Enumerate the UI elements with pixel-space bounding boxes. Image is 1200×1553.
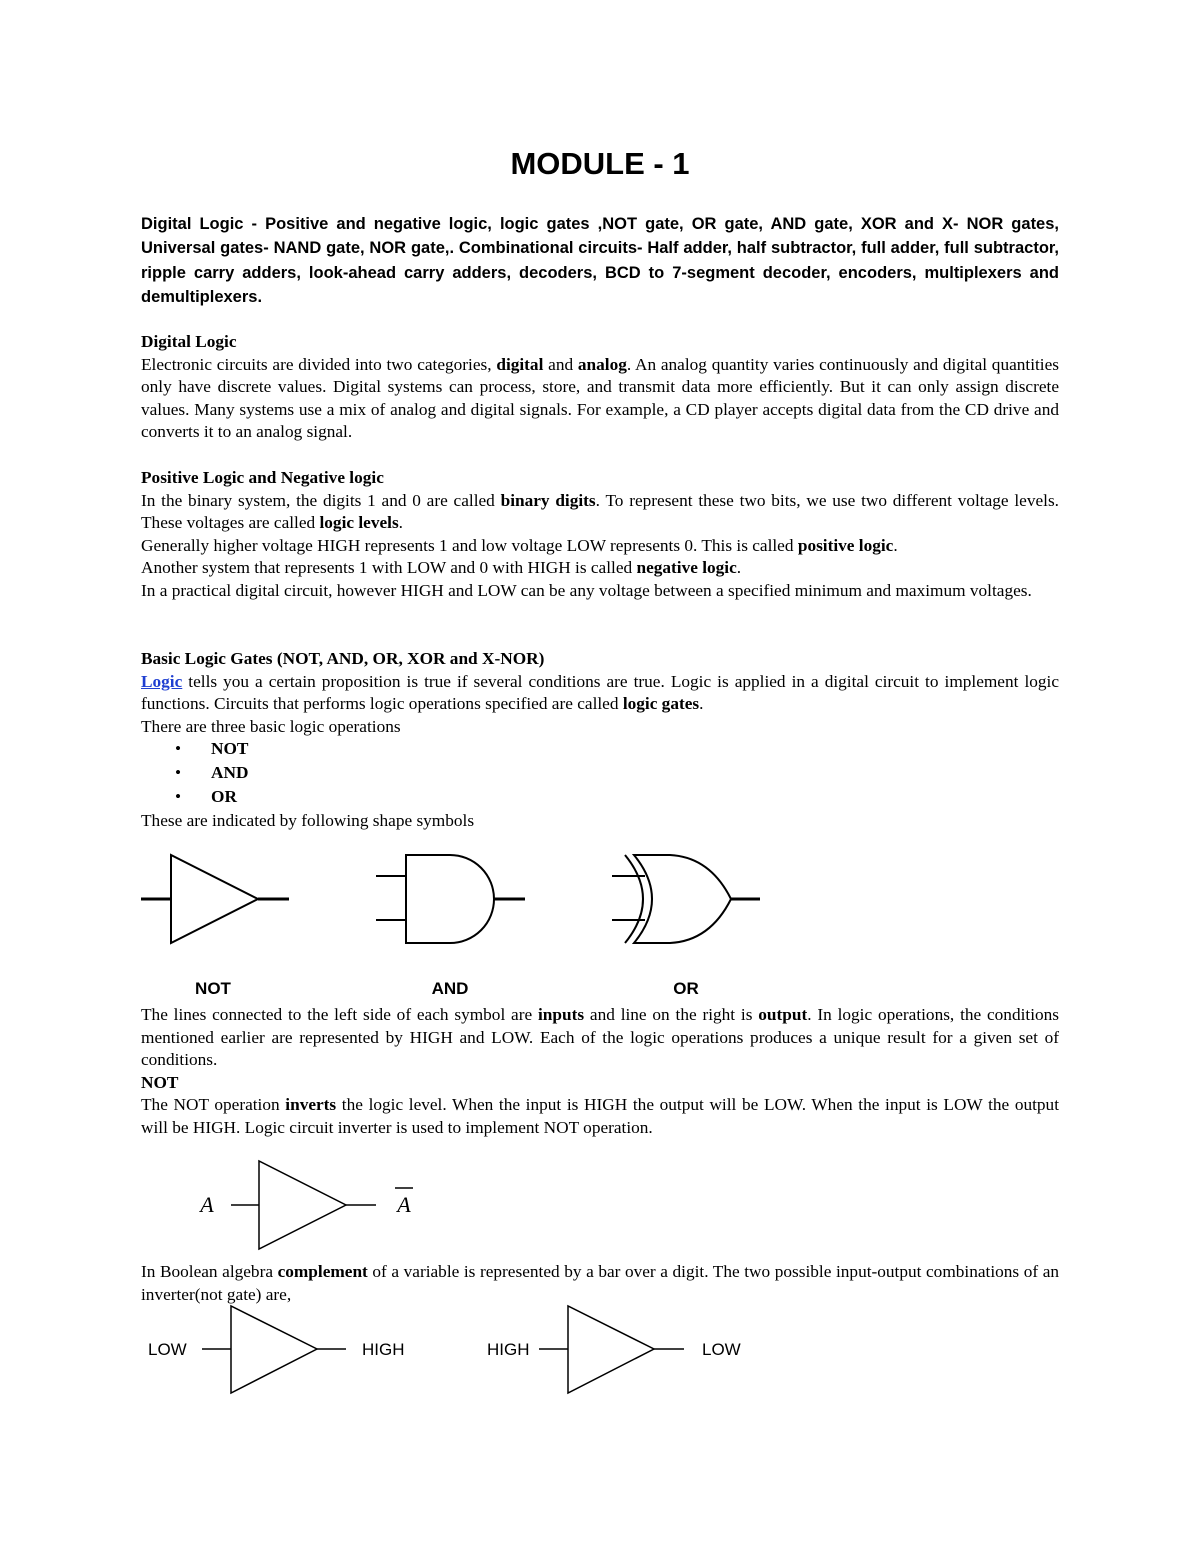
logic-paragraph: Logic tells you a certain proposition is true if several conditions are true. Logic is applied in a digital circuit to implement logic functions. Circuits that performs logic operations specified are called logic gates. [141,671,1059,714]
digital-logic-paragraph: Electronic circuits are divided into two categories, digital and analog. An analog quantity varies continuously and digital quantities only have discrete values. Digital systems can process, store, and transmit data more efficiently. But it can only assign discrete values. Many systems use a mix of analog and digital signals. For example, a CD player accepts digital data from the CD drive and converts it to an analog signal. [141,354,1059,442]
complement-paragraph: In Boolean algebra complement of a variable is represented by a bar over a digit. The two possible input-output combinations of an inverter(not gate) are, [141,1262,1060,1304]
inverter-combinations-figure [148,1306,741,1393]
syllabus-paragraph: Digital Logic - Positive and negative logic, logic gates ,NOT gate, OR gate, AND gate, XOR and X- NOR gates, Universal gates- NAND gate, NOR gate,. Combinational circuits- Half adder, half subtractor, full adder, full subtractor, ripple carry adders, look-ahead carry adders, decoders, BCD to 7-segment decoder, encoders, multiplexers and demultiplexers. [141,215,1059,306]
inverter-input-label: A [200,1192,214,1217]
digital-logic-heading: Digital Logic [141,332,237,351]
page-title: MODULE - 1 [510,146,690,181]
list-item: • NOT [141,738,1059,762]
bullet-icon: • [175,739,182,759]
after-symbols-section [141,1004,1059,1140]
positive-logic-line: Generally higher voltage HIGH represents 1 and low voltage LOW represents 0. This is called positive logic. [141,535,898,555]
inputs-output-paragraph: The lines connected to the left side of each symbol are inputs and line on the right is output. In logic operations, the conditions mentioned earlier are represented by HIGH and LOW. Each of the logic operations produces a unique result for a given set of conditions. [141,1005,1060,1070]
bullet-icon: • [175,787,182,807]
basic-gates-heading: Basic Logic Gates (NOT, AND, OR, XOR and X-NOR) [141,649,545,668]
and-gate-label: AND [431,979,469,998]
negative-logic-line: Another system that represents 1 with LOW and 0 with HIGH is called negative logic. [141,558,742,578]
positive-negative-heading: Positive Logic and Negative logic [141,468,384,487]
three-operations-line: There are three basic logic operations [141,716,401,736]
not-gate-label: NOT [195,979,231,998]
combo2-output-label: LOW [702,1340,741,1359]
bullet-icon: • [175,763,182,783]
inverter-figure [198,1161,413,1249]
or-gate-label: OR [673,979,699,998]
combo1-gate-icon [231,1306,317,1393]
combo1-output-label: HIGH [362,1340,405,1359]
inverter-gate-icon [259,1161,346,1249]
list-item: • OR [141,786,1059,810]
complement-section [141,1261,1059,1306]
not-heading: NOT [141,1072,179,1092]
practical-circuit-paragraph: In a practical digital circuit, however HIGH and LOW can be any voltage between a specified minimum and maximum voltages. [141,580,1032,600]
combo2-input-label: HIGH [487,1340,530,1359]
list-item: • AND [141,762,1059,786]
logic-link[interactable]: Logic [141,671,183,691]
shape-symbols-line: These are indicated by following shape symbols [141,811,475,831]
combo2-gate-icon [568,1306,654,1393]
or-gate-icon [612,855,760,943]
not-gate-icon [141,855,289,943]
inverter-output-label: A [397,1192,411,1217]
not-operation-paragraph: The NOT operation inverts the logic level. When the input is HIGH the output will be LOW. When the input is LOW the output will be HIGH. Logic circuit inverter is used to implement NOT operation. [141,1095,1059,1137]
combo1-input-label: LOW [148,1340,187,1359]
and-gate-icon [376,855,525,943]
binary-digits-paragraph: In the binary system, the digits 1 and 0 are called binary digits. To represent these two bits, we use two different voltage levels. These voltages are called logic levels. [141,490,1059,533]
